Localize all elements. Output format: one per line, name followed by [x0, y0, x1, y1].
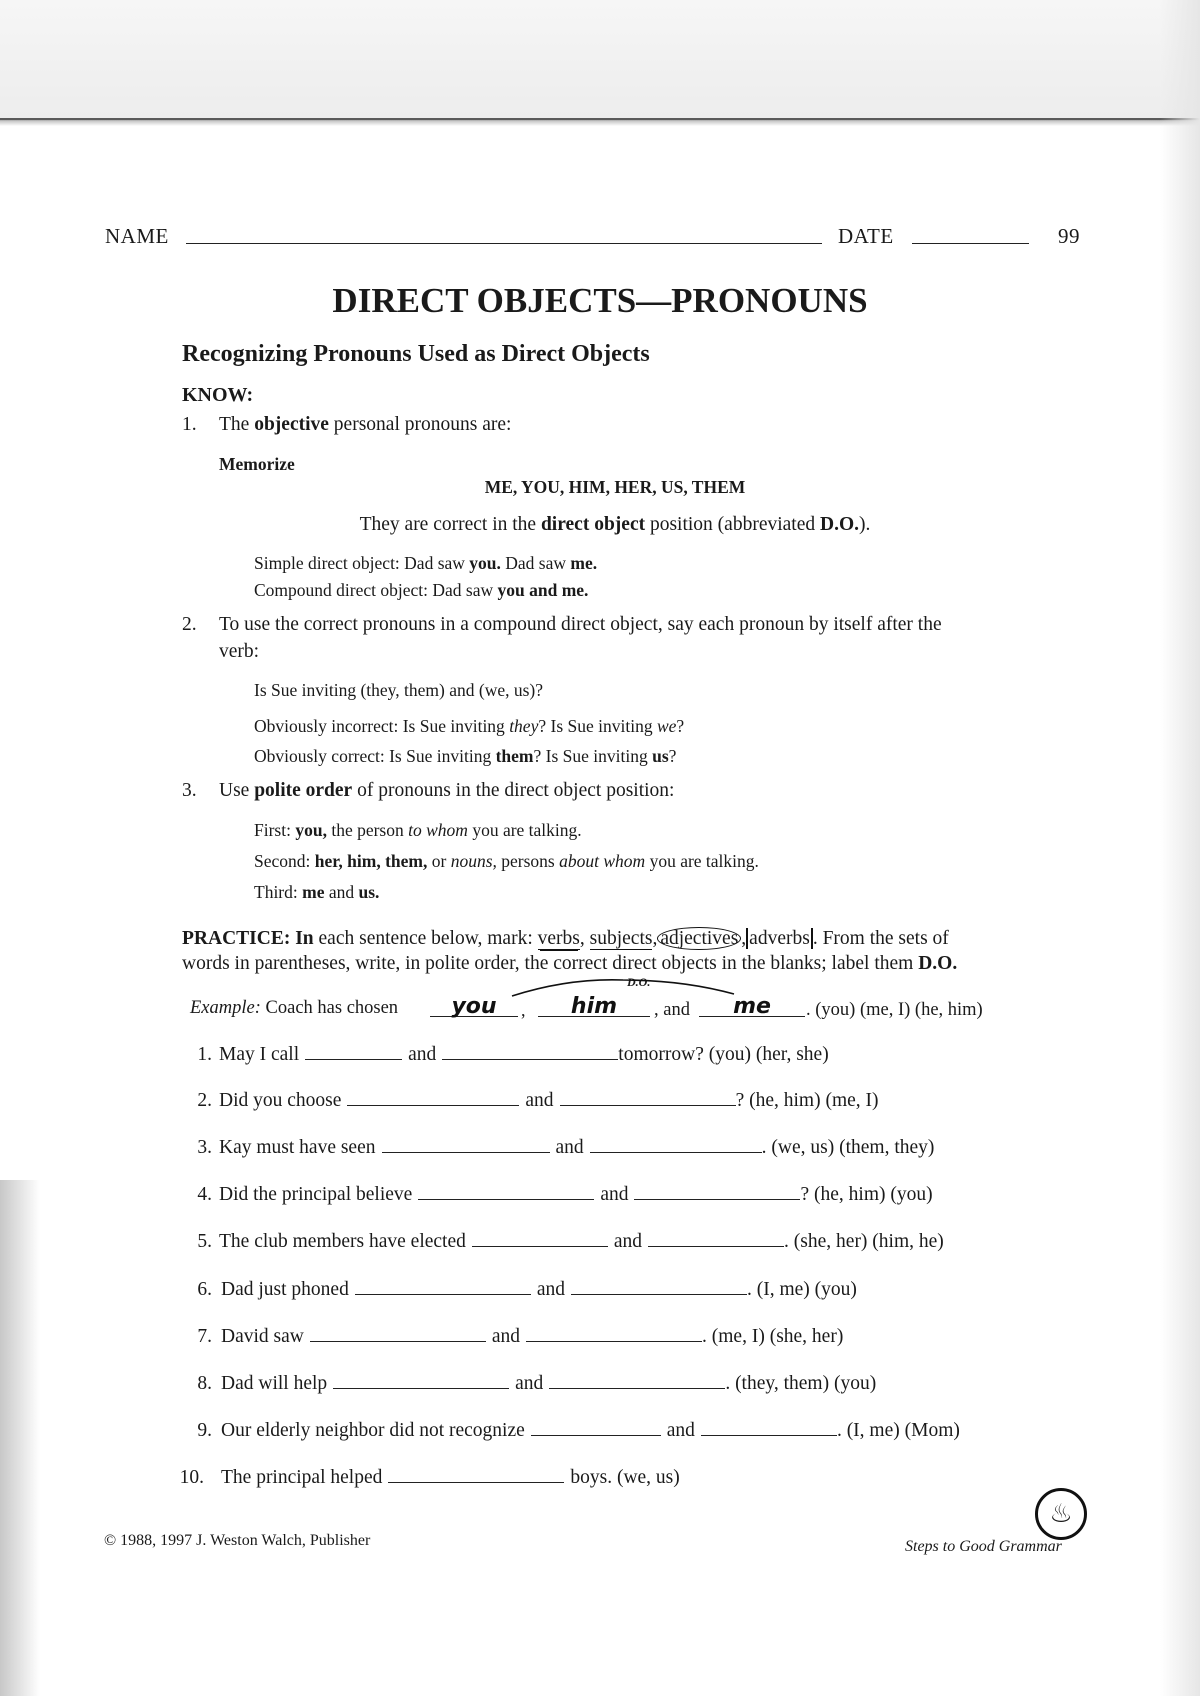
answer-blank-1[interactable]	[355, 1293, 531, 1295]
question-choices: tomorrow? (you) (her, she)	[618, 1044, 829, 1065]
section-subtitle: Recognizing Pronouns Used as Direct Objects	[182, 341, 650, 367]
question-row	[219, 1090, 879, 1112]
copyright: © 1988, 1997 J. Weston Walch, Publisher	[104, 1532, 371, 1549]
question-and: and	[408, 1044, 437, 1065]
question-choices: . (she, her) (him, he)	[784, 1231, 944, 1252]
question-number: 8.	[197, 1373, 212, 1394]
answer-blank-1[interactable]	[388, 1481, 564, 1483]
answer-blank-1[interactable]	[305, 1058, 402, 1060]
question-row	[221, 1373, 876, 1395]
example-answer-1: you	[430, 994, 518, 1017]
date-label: DATE	[838, 224, 894, 248]
question-row	[219, 1184, 933, 1206]
obviously-correct: Obviously correct: Is Sue inviting them? Is Sue inviting us?	[254, 746, 677, 766]
direct-object-note: They are correct in the direct object position (abbreviated D.O.).	[359, 514, 871, 535]
name-label: NAME	[105, 224, 169, 248]
know-item-3-text: Use polite order of pronouns in the direct object position:	[219, 780, 675, 801]
answer-blank-2[interactable]	[701, 1434, 837, 1436]
question-text: The club members have elected	[219, 1231, 466, 1252]
question-row	[221, 1467, 680, 1489]
example-do-mark: D.O.	[627, 975, 651, 989]
example-do-arc	[508, 976, 738, 998]
question-text: David saw	[221, 1326, 304, 1347]
page-title: DIRECT OBJECTS—PRONOUNS	[332, 281, 868, 320]
know-item-3-number: 3.	[182, 780, 197, 801]
answer-blank-1[interactable]	[382, 1151, 550, 1153]
polite-order-second: Second: her, him, them, or nouns, persons about whom you are talking.	[254, 851, 759, 871]
name-field[interactable]	[186, 243, 822, 244]
question-choices: . (me, I) (she, her)	[702, 1326, 844, 1347]
question-number: 1.	[197, 1044, 212, 1065]
obviously-incorrect: Obviously incorrect: Is Sue inviting they? Is Sue inviting we?	[254, 716, 685, 736]
question-choices: ? (he, him) (you)	[800, 1184, 933, 1205]
answer-blank-2[interactable]	[549, 1387, 725, 1389]
publisher-logo-icon: ♨	[1035, 1488, 1087, 1540]
question-number: 2.	[197, 1090, 212, 1111]
inviting-question: Is Sue inviting (they, them) and (we, us)?	[254, 680, 544, 700]
question-number: 7.	[197, 1326, 212, 1347]
question-text: May I call	[219, 1044, 300, 1065]
page-left-shadow	[0, 1180, 40, 1696]
know-item-1-text: The objective personal pronouns are:	[219, 414, 512, 435]
know-heading: KNOW:	[182, 384, 254, 406]
answer-blank-2[interactable]	[526, 1340, 702, 1342]
know-item-2-line1: To use the correct pronouns in a compound direct object, say each pronoun by itself after the	[219, 614, 942, 635]
question-choices: . (they, them) (you)	[725, 1373, 877, 1394]
question-number: 3.	[197, 1137, 212, 1158]
answer-blank-1[interactable]	[472, 1245, 608, 1247]
question-number: 6.	[197, 1279, 212, 1300]
answer-blank-1[interactable]	[333, 1387, 509, 1389]
answer-blank-1[interactable]	[531, 1434, 661, 1436]
question-text: Dad will help	[221, 1373, 328, 1394]
question-row	[221, 1420, 960, 1442]
date-field[interactable]	[912, 243, 1029, 244]
page-number: 99	[1058, 224, 1080, 248]
example-and: , and	[654, 1000, 690, 1020]
page-edge-shadow	[1160, 0, 1200, 1696]
question-row	[219, 1044, 829, 1066]
answer-blank-2[interactable]	[648, 1245, 784, 1247]
question-row	[219, 1137, 934, 1159]
question-text: Kay must have seen	[219, 1137, 376, 1158]
answer-blank-1[interactable]	[310, 1340, 486, 1342]
answer-blank-1[interactable]	[347, 1104, 519, 1106]
know-item-2-line2: verb:	[219, 641, 260, 662]
question-row	[221, 1326, 843, 1348]
question-number: 10.	[179, 1467, 204, 1488]
question-text: Did the principal believe	[219, 1184, 413, 1205]
question-and: and	[536, 1279, 565, 1300]
practice-instructions-line1: PRACTICE: In each sentence below, mark: verbs, subjects, adjectives , adverbs . From the sets of	[182, 928, 949, 949]
example-answer-2: him	[538, 994, 650, 1017]
question-choices: . (we, us) (them, they)	[761, 1137, 935, 1158]
objective-pronouns-list: ME, YOU, HIM, HER, US, THEM	[484, 477, 746, 497]
question-row	[221, 1279, 857, 1301]
example-answer-3: me	[699, 994, 805, 1017]
question-number: 9.	[197, 1420, 212, 1441]
question-row	[219, 1231, 944, 1253]
question-choices: ? (he, him) (me, I)	[735, 1090, 879, 1111]
simple-do-example: Simple direct object: Dad saw you. Dad saw me.	[254, 553, 598, 573]
know-item-1-number: 1.	[182, 414, 197, 435]
question-and: and	[515, 1373, 544, 1394]
answer-blank-2[interactable]	[634, 1198, 800, 1200]
scanner-top-band	[0, 0, 1200, 121]
question-number: 5.	[197, 1231, 212, 1252]
answer-blank-2[interactable]	[560, 1104, 736, 1106]
memorize-label: Memorize	[219, 454, 295, 474]
question-text: The principal helped	[221, 1467, 383, 1488]
compound-do-example: Compound direct object: Dad saw you and me.	[254, 580, 589, 600]
example-comma: ,	[521, 1000, 526, 1020]
polite-order-first: First: you, the person to whom you are talking.	[254, 820, 582, 840]
answer-blank-2[interactable]	[590, 1151, 762, 1153]
question-text: Dad just phoned	[221, 1279, 349, 1300]
example-sets: . (you) (me, I) (he, him)	[806, 1000, 983, 1020]
practice-instructions-line2: words in parentheses, write, in polite order, the correct direct objects in the blanks; label them D.O.	[182, 953, 958, 974]
example-sentence: Example: Coach has chosen	[190, 998, 399, 1018]
question-number: 4.	[197, 1184, 212, 1205]
question-and: and	[491, 1326, 521, 1347]
know-item-2-number: 2.	[182, 614, 197, 635]
question-choices: boys. (we, us)	[570, 1467, 680, 1488]
question-choices: . (I, me) (you)	[746, 1279, 857, 1300]
question-and: and	[555, 1137, 584, 1158]
question-choices: . (I, me) (Mom)	[836, 1420, 960, 1441]
question-and: and	[666, 1420, 695, 1441]
question-and: and	[600, 1184, 629, 1205]
polite-order-third: Third: me and us.	[254, 882, 380, 902]
series-name: Steps to Good Grammar	[905, 1538, 1062, 1555]
answer-blank-2[interactable]	[442, 1058, 618, 1060]
question-text: Did you choose	[219, 1090, 342, 1111]
answer-blank-1[interactable]	[418, 1198, 594, 1200]
question-text: Our elderly neighbor did not recognize	[221, 1420, 525, 1441]
answer-blank-2[interactable]	[571, 1293, 747, 1295]
question-and: and	[525, 1090, 554, 1111]
question-and: and	[613, 1231, 643, 1252]
